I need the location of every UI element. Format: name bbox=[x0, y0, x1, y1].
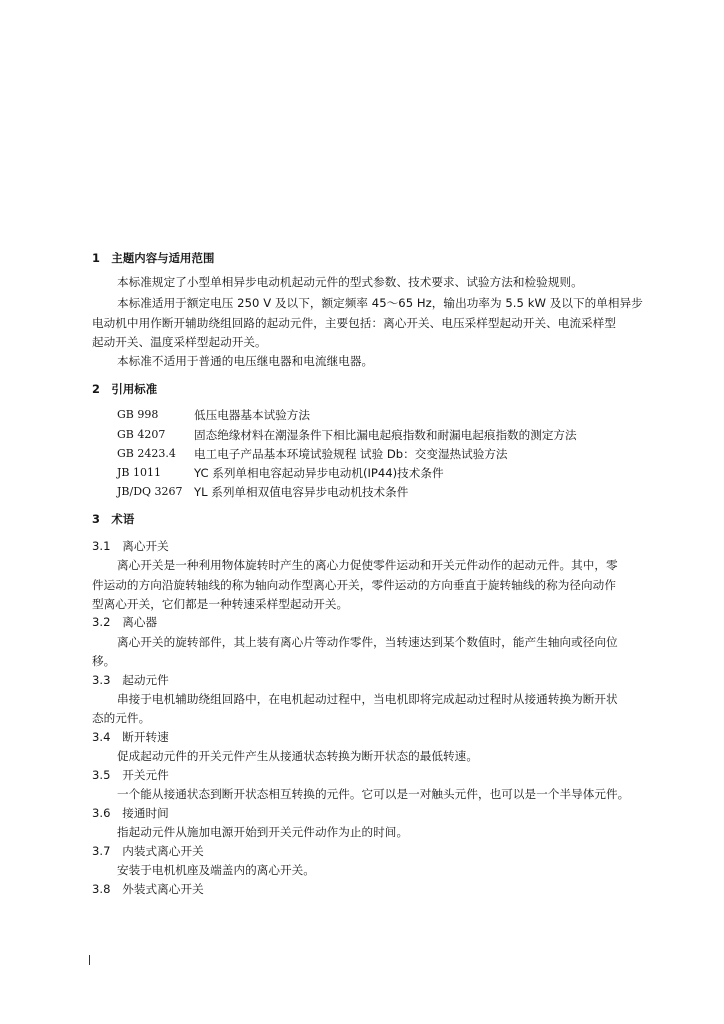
term-title: 3.5 开关元件 bbox=[92, 768, 169, 782]
reference-title: 固态绝缘材料在潮湿条件下相比漏电起痕指数和耐漏电起痕指数的测定方法 bbox=[194, 428, 577, 442]
term-definition-line: 型离心开关，它们都是一种转速采样型起动开关。 bbox=[92, 597, 349, 611]
term-definition-line: 安装于电机机座及端盖内的离心开关。 bbox=[117, 863, 315, 877]
section-3-heading: 3 术语 bbox=[92, 512, 135, 526]
term-title: 3.2 离心器 bbox=[92, 615, 158, 629]
reference-title: 电工电子产品基本环境试验规程 试验 Db：交变湿热试验方法 bbox=[194, 447, 508, 461]
section-1-paragraph-2-line-2: 电动机中用作断开辅助绕组回路的起动元件，主要包括：离心开关、电压采样型起动开关、电流采样型 bbox=[92, 316, 616, 330]
term-title: 3.1 离心开关 bbox=[92, 539, 169, 553]
section-1-paragraph-2-line-3: 起动开关、温度采样型起动开关。 bbox=[92, 335, 267, 349]
term-title: 3.3 起动元件 bbox=[92, 673, 169, 687]
term-definition-line: 离心开关是一种利用物体旋转时产生的离心力促使零件运动和开关元件动作的起动元件。其中，零 bbox=[117, 558, 618, 572]
reference-title: YC 系列单相电容起动异步电动机(IP44)技术条件 bbox=[194, 466, 444, 480]
section-1-heading: 1 主题内容与适用范围 bbox=[92, 251, 215, 265]
reference-code: GB 4207 bbox=[117, 428, 166, 441]
section-2-heading: 2 引用标准 bbox=[92, 382, 158, 396]
reference-title: 低压电器基本试验方法 bbox=[194, 408, 310, 422]
term-definition-line: 件运动的方向沿旋转轴线的称为轴向动作型离心开关，零件运动的方向垂直于旋转轴线的称为径向动作 bbox=[92, 578, 616, 592]
term-title: 3.8 外装式离心开关 bbox=[92, 882, 204, 896]
term-title: 3.7 内装式离心开关 bbox=[92, 844, 204, 858]
reference-code: JB/DQ 3267 bbox=[117, 485, 183, 498]
page-edge-mark bbox=[89, 955, 90, 965]
term-title: 3.4 断开转速 bbox=[92, 730, 169, 744]
term-definition-line: 一个能从接通状态到断开状态相互转换的元件。它可以是一对触头元件，也可以是一个半导体元件。 bbox=[117, 787, 630, 801]
reference-title: YL 系列单相双值电容异步电动机技术条件 bbox=[194, 485, 409, 499]
term-definition-line: 串接于电机辅助绕组回路中，在电机起动过程中，当电机即将完成起动过程时从接通转换为断开状 bbox=[117, 692, 618, 706]
term-definition-line: 离心开关的旋转部件，其上装有离心片等动作零件，当转速达到某个数值时，能产生轴向或径向位 bbox=[117, 635, 618, 649]
section-1-paragraph-2-line-1: 本标准适用于额定电压 250 V 及以下，额定频率 45～65 Hz，输出功率为 5.5 kW 及以下的单相异步 bbox=[117, 296, 643, 310]
term-definition-line: 移。 bbox=[92, 654, 116, 668]
section-1-paragraph-3: 本标准不适用于普通的电压继电器和电流继电器。 bbox=[117, 354, 374, 368]
term-definition-line: 指起动元件从施加电源开始到开关元件动作为止的时间。 bbox=[117, 825, 409, 839]
section-1-paragraph-1: 本标准规定了小型单相异步电动机起动元件的型式参数、技术要求、试验方法和检验规则。 bbox=[117, 275, 583, 289]
term-title: 3.6 接通时间 bbox=[92, 806, 169, 820]
reference-code: JB 1011 bbox=[117, 466, 161, 479]
reference-code: GB 998 bbox=[117, 408, 159, 421]
term-definition-line: 促成起动元件的开关元件产生从接通状态转换为断开状态的最低转速。 bbox=[117, 749, 478, 763]
reference-code: GB 2423.4 bbox=[117, 447, 176, 460]
term-definition-line: 态的元件。 bbox=[92, 711, 151, 725]
